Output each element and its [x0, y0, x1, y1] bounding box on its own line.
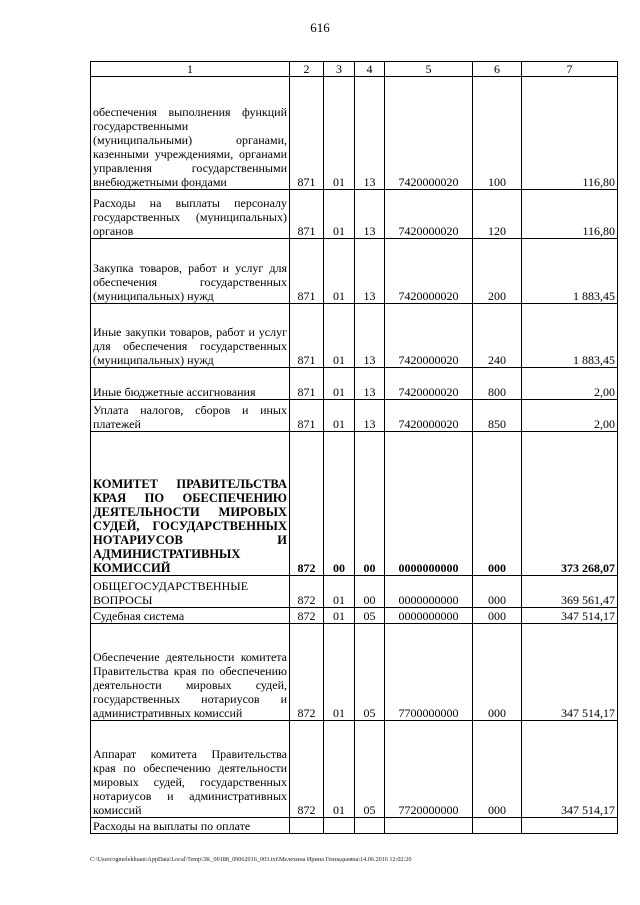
row-name: Расходы на выплаты по оплате — [91, 818, 290, 834]
row-ved: 872 — [290, 624, 324, 721]
row-amount: 1 883,45 — [522, 239, 618, 304]
row-name: Аппарат комитета Правительства края по обеспечению деятельности мировых судей, государственных нотариусов и административных комиссий — [91, 721, 290, 818]
row-subsection — [355, 818, 385, 834]
row-section: 01 — [324, 721, 355, 818]
row-name: Иные закупки товаров, работ и услуг для обеспечения государственных (муниципальных) нужд — [91, 304, 290, 368]
row-section: 01 — [324, 624, 355, 721]
header-cell: 1 — [91, 62, 290, 77]
header-cell: 5 — [385, 62, 473, 77]
row-expense-type: 000 — [473, 576, 522, 608]
row-subsection: 13 — [355, 190, 385, 239]
row-subsection: 05 — [355, 608, 385, 624]
row-amount: 347 514,17 — [522, 721, 618, 818]
table-row — [91, 576, 618, 608]
row-section: 01 — [324, 608, 355, 624]
table-row — [91, 400, 618, 432]
row-expense-type: 100 — [473, 77, 522, 190]
row-subsection: 00 — [355, 576, 385, 608]
row-amount: 347 514,17 — [522, 608, 618, 624]
row-ved: 872 — [290, 608, 324, 624]
row-subsection: 13 — [355, 77, 385, 190]
row-amount — [522, 818, 618, 834]
row-target-article: 0000000000 — [385, 576, 473, 608]
row-target-article: 7420000020 — [385, 77, 473, 190]
row-section: 01 — [324, 239, 355, 304]
header-cell: 3 — [324, 62, 355, 77]
row-ved: 871 — [290, 239, 324, 304]
row-name: Закупка товаров, работ и услуг для обеспечения государственных (муниципальных) нужд — [91, 239, 290, 304]
header-cell: 2 — [290, 62, 324, 77]
row-section: 00 — [324, 432, 355, 576]
table-header-row — [91, 62, 618, 77]
table-row — [91, 624, 618, 721]
table-row — [91, 368, 618, 400]
row-expense-type — [473, 818, 522, 834]
file-path-footer: C:\Users\rgmelekhuan\AppData\Local\Temp\3K_00188_09062016_003.txt\Мелехина Ирина Геннадьевна\14.06.2016 12:02:20 — [90, 856, 412, 863]
row-expense-type: 200 — [473, 239, 522, 304]
row-amount: 373 268,07 — [522, 432, 618, 576]
header-cell: 6 — [473, 62, 522, 77]
row-ved: 872 — [290, 576, 324, 608]
row-section: 01 — [324, 304, 355, 368]
row-ved: 871 — [290, 368, 324, 400]
row-section — [324, 818, 355, 834]
row-target-article — [385, 818, 473, 834]
row-section: 01 — [324, 368, 355, 400]
row-expense-type: 000 — [473, 432, 522, 576]
row-amount: 2,00 — [522, 368, 618, 400]
row-ved: 871 — [290, 304, 324, 368]
row-target-article: 7420000020 — [385, 239, 473, 304]
row-target-article: 7420000020 — [385, 400, 473, 432]
row-expense-type: 850 — [473, 400, 522, 432]
row-amount: 347 514,17 — [522, 624, 618, 721]
row-amount: 1 883,45 — [522, 304, 618, 368]
row-target-article: 7700000000 — [385, 624, 473, 721]
table-row — [91, 304, 618, 368]
row-ved: 872 — [290, 721, 324, 818]
row-name: Уплата налогов, сборов и иных платежей — [91, 400, 290, 432]
row-amount: 369 561,47 — [522, 576, 618, 608]
table-row — [91, 239, 618, 304]
table-row — [91, 432, 618, 576]
row-target-article: 7420000020 — [385, 304, 473, 368]
row-target-article: 7720000000 — [385, 721, 473, 818]
row-subsection: 00 — [355, 432, 385, 576]
row-name: обеспечения выполнения функций государственными (муниципальными) органами, казенными учреждениями, органами управления государственными внебюджетными фондами — [91, 77, 290, 190]
row-ved: 871 — [290, 77, 324, 190]
row-name: Обеспечение деятельности комитета Правительства края по обеспечению деятельности мировых судей, государственных нотариусов и административных комиссий — [91, 624, 290, 721]
table-row — [91, 608, 618, 624]
row-expense-type: 000 — [473, 721, 522, 818]
row-name: Иные бюджетные ассигнования — [91, 368, 290, 400]
page-number: 616 — [310, 20, 330, 35]
row-expense-type: 800 — [473, 368, 522, 400]
row-target-article: 7420000020 — [385, 190, 473, 239]
row-ved: 871 — [290, 400, 324, 432]
row-expense-type: 120 — [473, 190, 522, 239]
budget-table — [90, 61, 618, 834]
row-name: КОМИТЕТ ПРАВИТЕЛЬСТВА КРАЯ ПО ОБЕСПЕЧЕНИЮ ДЕЯТЕЛЬНОСТИ МИРОВЫХ СУДЕЙ, ГОСУДАРСТВЕННЫХ НОТАРИУСОВ И АДМИНИСТРАТИВНЫХ КОМИССИЙ — [91, 432, 290, 576]
table-row — [91, 818, 618, 834]
row-ved: 872 — [290, 432, 324, 576]
row-amount: 2,00 — [522, 400, 618, 432]
row-subsection: 13 — [355, 304, 385, 368]
row-amount: 116,80 — [522, 77, 618, 190]
row-ved: 871 — [290, 190, 324, 239]
row-subsection: 05 — [355, 721, 385, 818]
row-expense-type: 000 — [473, 608, 522, 624]
row-name: Расходы на выплаты персоналу государственных (муниципальных) органов — [91, 190, 290, 239]
table-row — [91, 721, 618, 818]
row-expense-type: 000 — [473, 624, 522, 721]
header-cell: 7 — [522, 62, 618, 77]
row-section: 01 — [324, 576, 355, 608]
row-subsection: 13 — [355, 400, 385, 432]
row-subsection: 13 — [355, 368, 385, 400]
row-name: Судебная система — [91, 608, 290, 624]
table-row — [91, 77, 618, 190]
row-ved — [290, 818, 324, 834]
row-subsection: 05 — [355, 624, 385, 721]
table-row — [91, 190, 618, 239]
row-target-article: 0000000000 — [385, 432, 473, 576]
row-section: 01 — [324, 400, 355, 432]
row-name: ОБЩЕГОСУДАРСТВЕННЫЕ ВОПРОСЫ — [91, 576, 290, 608]
row-section: 01 — [324, 190, 355, 239]
row-target-article: 7420000020 — [385, 368, 473, 400]
row-expense-type: 240 — [473, 304, 522, 368]
row-amount: 116,80 — [522, 190, 618, 239]
row-section: 01 — [324, 77, 355, 190]
row-target-article: 0000000000 — [385, 608, 473, 624]
header-cell: 4 — [355, 62, 385, 77]
row-subsection: 13 — [355, 239, 385, 304]
